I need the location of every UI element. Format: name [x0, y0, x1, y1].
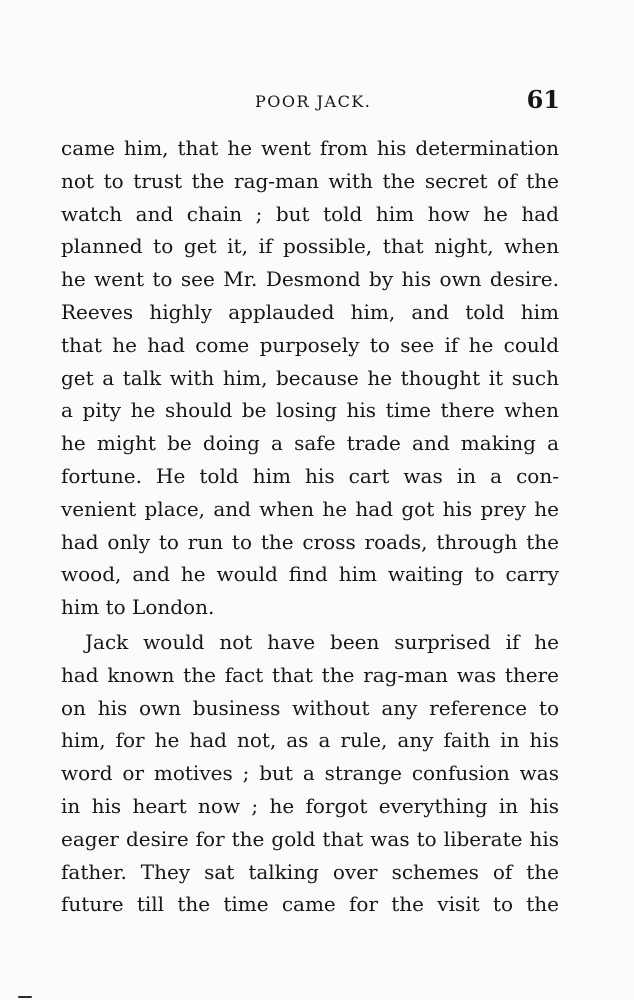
text-line: eager desire for the gold that was to liberate his — [61, 826, 559, 851]
text-line: word or motives ; but a strange confusion was — [61, 761, 559, 786]
text-line: not to trust the rag-man with the secret of the — [61, 168, 559, 193]
text-line: had known the fact that the rag-man was there — [61, 662, 559, 687]
text-line: get a talk with him, because he thought it such — [61, 365, 559, 390]
text-line: in his heart now ; he forgot everything in his — [61, 793, 559, 818]
text-line: father. They sat talking over schemes of the — [61, 859, 559, 884]
text-line: had only to run to the cross roads, through the — [61, 529, 559, 554]
paragraph-2 — [61, 626, 559, 921]
paragraph-1 — [61, 132, 559, 624]
text-line: a pity he should be losing his time there when — [61, 398, 559, 423]
text-line: he might be doing a safe trade and making a — [61, 431, 559, 456]
text-line: he went to see Mr. Desmond by his own desire. — [61, 267, 559, 292]
text-line: wood, and he would find him waiting to carry — [61, 562, 559, 587]
running-title: POOR JACK. — [255, 92, 372, 111]
text-line: Jack would not have been surprised if he — [85, 629, 559, 654]
text-line: watch and chain ; but told him how he had — [61, 201, 559, 226]
paper-speck — [18, 996, 32, 998]
text-line: fortune. He told him his cart was in a con- — [61, 463, 559, 488]
text-line: came him, that he went from his determination — [61, 136, 559, 160]
text-line: Reeves highly applauded him, and told him — [61, 299, 559, 324]
running-head — [60, 80, 560, 120]
text-line: planned to get it, if possible, that night, when — [61, 234, 559, 259]
text-line: future till the time came for the visit to the — [61, 892, 559, 917]
text-line: that he had come purposely to see if he could — [61, 332, 559, 357]
page-number: 61 — [526, 85, 560, 114]
text-line: on his own business without any reference to — [61, 695, 559, 720]
text-line: venient place, and when he had got his prey he — [61, 496, 559, 521]
text-line: him, for he had not, as a rule, any faith in his — [61, 728, 559, 753]
body-text — [61, 132, 559, 921]
text-line: him to London. — [61, 595, 215, 620]
